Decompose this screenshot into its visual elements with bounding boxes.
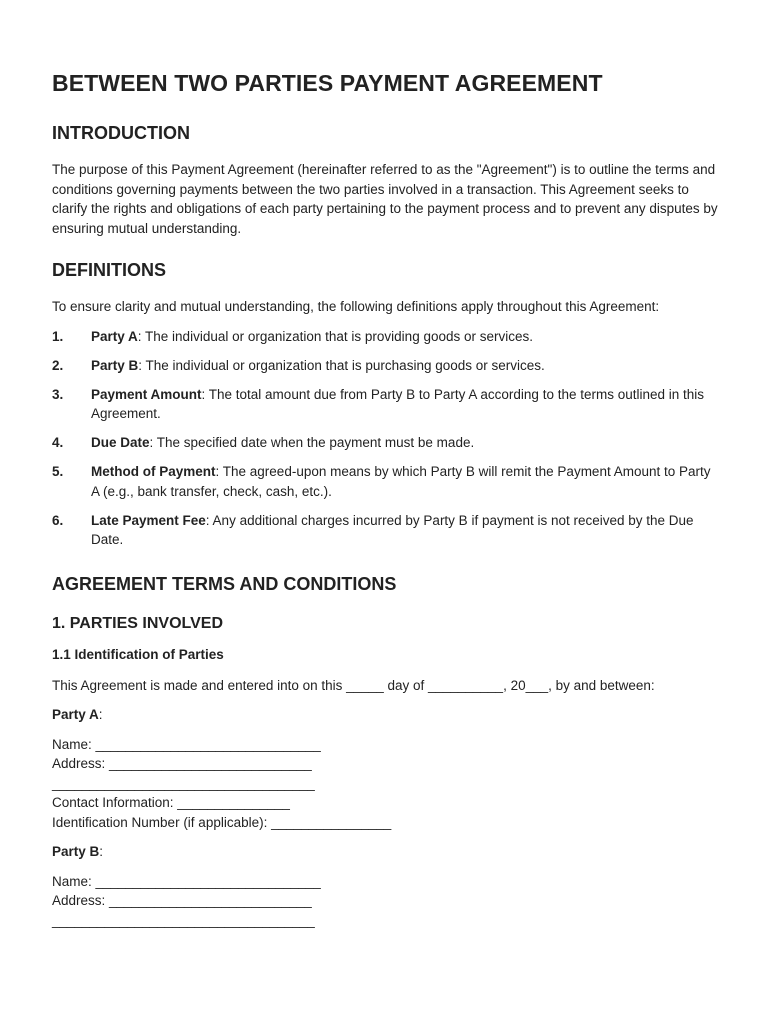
definition-item xyxy=(52,462,718,501)
definition-text: : The agreed-upon means by which Party B will remit the Payment Amount to Party A (e.g., bank transfer, check, cash, etc.). xyxy=(91,464,711,499)
introduction-heading: INTRODUCTION xyxy=(52,123,190,143)
introduction-text: The purpose of this Payment Agreement (hereinafter referred to as the "Agreement") is to outline the terms and conditions governing payments between the two parties involved in a transaction. This Agreement seeks to clarify the rights and obligations of each party pertaining to the payment process and to prevent any disputes by ensuring mutual understanding. xyxy=(52,162,718,236)
party-b-fields xyxy=(52,872,718,931)
party-a-label xyxy=(52,705,718,725)
definition-number: 5. xyxy=(52,464,64,479)
agreement-date-text: This Agreement is made and entered into on this _____ day of __________, 20___, by and between: xyxy=(52,677,655,693)
definition-text: : The individual or organization that is purchasing goods or services. xyxy=(138,357,545,373)
definition-item xyxy=(52,385,718,424)
definition-number: 1. xyxy=(52,328,64,344)
definition-text: : Any additional charges incurred by Party B if payment is not received by the Due Date. xyxy=(91,512,694,547)
party-a-address-line2: ___________________________________ xyxy=(52,775,315,791)
party-a-colon: : xyxy=(98,707,103,722)
definitions-list xyxy=(52,327,718,550)
definitions-heading: DEFINITIONS xyxy=(52,260,167,280)
party-a-id-field: Identification Number (if applicable): ________________ xyxy=(52,814,392,830)
party-b-address-line2: ___________________________________ xyxy=(52,912,315,928)
definition-number: 6. xyxy=(52,512,64,528)
party-b-label xyxy=(52,842,718,862)
definition-term: Party B xyxy=(91,357,139,373)
definition-term: Due Date xyxy=(91,435,150,450)
definition-number: 2. xyxy=(52,357,64,373)
document-title: BETWEEN TWO PARTIES PAYMENT AGREEMENT xyxy=(52,70,603,96)
definition-number: 4. xyxy=(52,435,64,450)
definition-term: Party A xyxy=(91,328,138,344)
party-b-address-field: Address: ___________________________ xyxy=(52,893,312,908)
definition-item xyxy=(52,511,718,550)
party-b-colon: : xyxy=(99,844,104,859)
definitions-lead: To ensure clarity and mutual understanding, the following definitions apply throughout this Agreement: xyxy=(52,299,660,314)
definition-text: : The individual or organization that is providing goods or services. xyxy=(137,328,533,344)
definition-term: Late Payment Fee xyxy=(91,512,206,528)
party-a-address-field: Address: ___________________________ xyxy=(52,756,312,771)
definition-number: 3. xyxy=(52,386,64,402)
definition-item xyxy=(52,327,718,347)
definition-item xyxy=(52,356,718,376)
party-a-fields xyxy=(52,735,718,833)
definition-item xyxy=(52,433,718,453)
terms-heading: AGREEMENT TERMS AND CONDITIONS xyxy=(52,573,397,594)
party-b-label-text: Party B xyxy=(52,844,100,859)
definition-term: Method of Payment xyxy=(91,464,216,479)
definition-text: : The total amount due from Party B to Party A according to the terms outlined in this Agreement. xyxy=(91,386,705,421)
parties-involved-heading: 1. PARTIES INVOLVED xyxy=(52,614,223,632)
party-a-label-text: Party A xyxy=(52,707,99,722)
party-a-contact-field: Contact Information: _______________ xyxy=(52,795,290,810)
definition-term: Payment Amount xyxy=(91,386,202,402)
party-b-name-field: Name: ______________________________ xyxy=(52,873,321,889)
definition-text: : The specified date when the payment must be made. xyxy=(149,435,475,450)
party-a-name-field: Name: ______________________________ xyxy=(52,736,321,752)
identification-heading: 1.1 Identification of Parties xyxy=(52,646,224,662)
